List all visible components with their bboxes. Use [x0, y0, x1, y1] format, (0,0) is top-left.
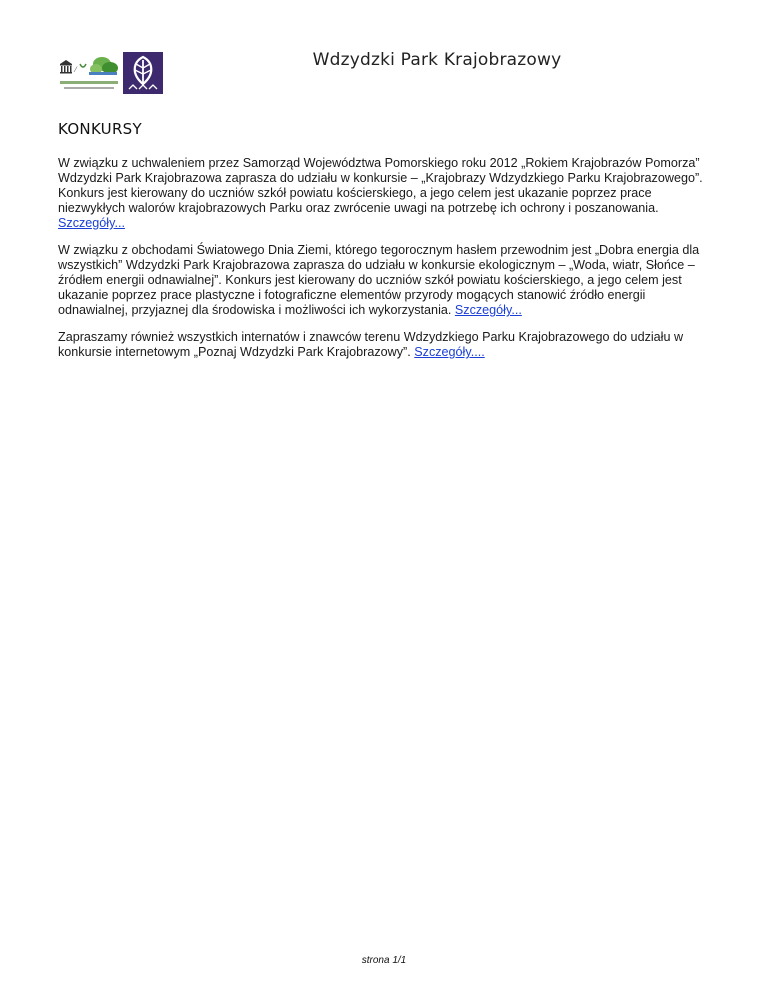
details-link[interactable]: Szczegóły.... — [414, 345, 485, 359]
paragraph-text: W związku z uchwaleniem przez Samorząd Województwa Pomorskiego roku 2012 „Rokiem Krajobrazów Pomorza” Wdzydzki Park Krajobrazowa zaprasza do udziału w konkursie – „Krajobrazy Wdzydzkiego Parku Krajobrazowego”. Konkurs jest kierowany do uczniów szkół powiatu kościerskiego, a jego celem jest ukazanie poprzez prace niezwykłych walorów krajobrazowych Parku oraz zwrócenie uwagi na potrzebę ich ochrony i poszanowania. — [58, 156, 703, 215]
paragraph-text: W związku z obchodami Światowego Dnia Ziemi, którego tegorocznym hasłem przewodnim jest „Dobra energia dla wszystkich” Wdzydzki Park Krajobrazowa zaprasza do udziału w konkursie ekologicznym – „Woda, wiatr, Słońce – źródłem energii odnawialnej”. Konkurs jest kierowany do uczniów szkół powiatu kościerskiego, a jego celem jest ukazanie poprzez prace plastyczne i fotograficzne elementów przyrody mogących stanowić źródło energii odnawialnej, przyjaznej dla środowiska i możliwości ich wykorzystania. — [58, 243, 700, 317]
main-content — [58, 120, 714, 372]
details-link[interactable]: Szczegóły... — [454, 303, 522, 317]
details-link[interactable]: Szczegóły... — [58, 216, 125, 230]
paragraph-earth-day-contest — [58, 243, 714, 318]
paragraph-landscapes-contest — [58, 156, 714, 231]
paragraph-text: Zapraszamy również wszystkich internatów i znawców terenu Wdzydzkiego Parku Krajobrazowego do udziału w konkursie internetowym „Poznaj Wdzydzki Park Krajobrazowy”. — [58, 330, 684, 359]
page-number: strona 1/1 — [361, 955, 407, 966]
site-title: Wdzydzki Park Krajobrazowy — [312, 50, 562, 70]
page-heading: KONKURSY — [58, 120, 142, 138]
svg-text:⁄: ⁄ — [75, 66, 77, 74]
paragraph-internet-contest — [58, 330, 714, 360]
